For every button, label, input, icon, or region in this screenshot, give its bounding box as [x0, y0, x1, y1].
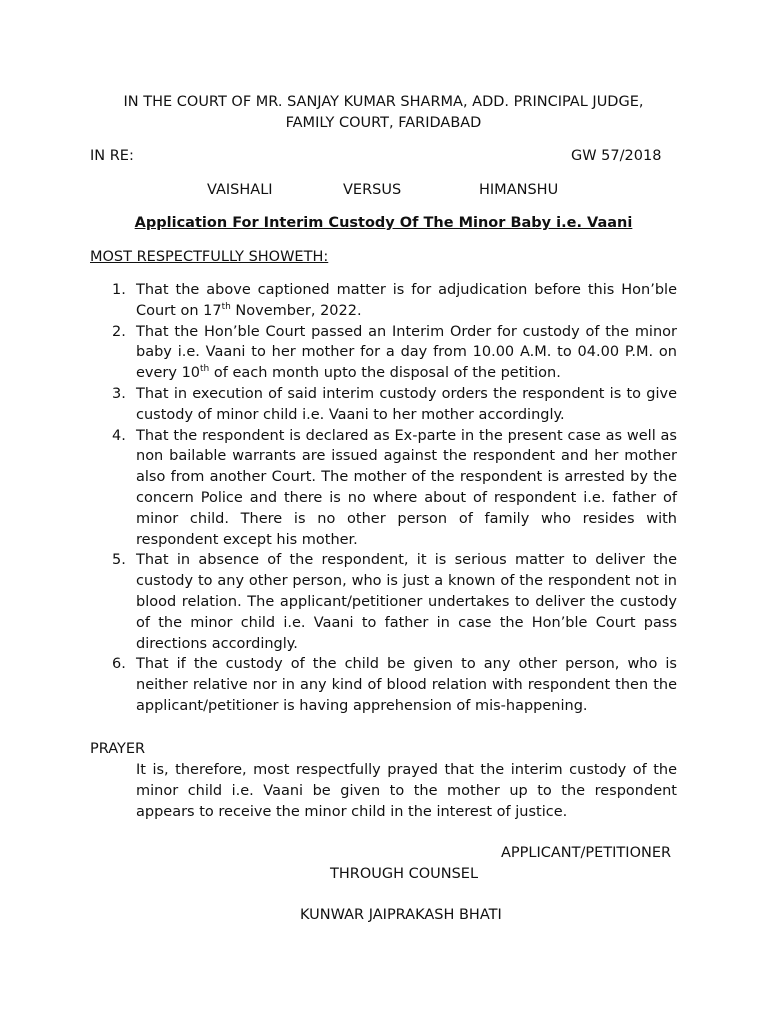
respondent-name: HIMANSHU: [479, 182, 559, 198]
paragraph-number: 5.: [112, 552, 126, 569]
ordinal-suffix: th: [221, 301, 231, 312]
case-number: GW 57/2018: [571, 148, 662, 164]
paragraph-text: That the respondent is declared as Ex-parte in the present case as well as non bailable warrants are issued against the respondent and her mother also from another Court. The mother of the respondent is arrested by the concern Police and there is no where about of respondent i.e. father of minor child. There is no other person of family who resides with respondent except his mother.: [136, 427, 677, 548]
paragraph-4: [112, 426, 677, 551]
court-heading-line-1: IN THE COURT OF MR. SANJAY KUMAR SHARMA, ADD. PRINCIPAL JUDGE,: [123, 94, 644, 110]
paragraph-number: 3.: [112, 385, 126, 402]
paragraph-text: That the above captioned matter is for adjudication before this Hon’ble Court on 17: [136, 282, 677, 319]
showeth-heading: MOST RESPECTFULLY SHOWETH:: [90, 249, 329, 265]
paragraph-text: That in execution of said interim custody orders the respondent is to give custody of minor child i.e. Vaani to her mother accordingly.: [136, 385, 677, 423]
paragraph-2: [112, 322, 677, 384]
paragraph-1: [112, 280, 677, 322]
paragraph-6: [112, 654, 677, 716]
paragraph-number: 1.: [112, 282, 126, 298]
paragraph-number: 4.: [112, 427, 126, 444]
paragraph-number: 2.: [112, 323, 126, 340]
application-title: Application For Interim Custody Of The Minor Baby i.e. Vaani: [134, 215, 633, 231]
paragraph-text: That in absence of the respondent, it is serious matter to deliver the custody to any other person, who is just a known of the respondent not in blood relation. The applicant/petitioner undertakes to deliver the custody of the minor child i.e. Vaani to father in case the Hon’ble Court pass directions accordingly.: [136, 552, 677, 652]
ordinal-suffix: th: [200, 364, 210, 375]
paragraph-text: That if the custody of the child be given to any other person, who is neither relative nor in any kind of blood relation with respondent then the applicant/petitioner is having apprehension of mis-happening.: [136, 656, 677, 714]
numbered-paragraphs: [90, 280, 677, 717]
in-re-label: IN RE:: [90, 148, 134, 164]
through-counsel: THROUGH COUNSEL: [330, 866, 479, 882]
counsel-name: KUNWAR JAIPRAKASH BHATI: [300, 907, 502, 923]
applicant-signature: APPLICANT/PETITIONER: [501, 845, 672, 861]
prayer-body: It is, therefore, most respectfully prayed that the interim custody of the minor child i.e. Vaani be given to the mother up to the respondent appears to receive the minor child in the interest of justice.: [136, 762, 677, 820]
versus-label: VERSUS: [343, 182, 402, 198]
paragraph-number: 6.: [112, 656, 126, 673]
paragraph-5: [112, 550, 677, 654]
paragraph-text: That the Hon’ble Court passed an Interim Order for custody of the minor baby i.e. Vaani to her mother for a day from 10.00 A.M. to 04.00 P.M. on every 10: [136, 323, 677, 382]
court-heading-line-2: FAMILY COURT, FARIDABAD: [285, 115, 482, 131]
paragraph-text-cont: November, 2022.: [230, 302, 362, 319]
petitioner-name: VAISHALI: [207, 182, 273, 198]
paragraph-3: [112, 384, 677, 426]
paragraph-text-cont: of each month upto the disposal of the petition.: [209, 365, 561, 382]
prayer-heading: PRAYER: [90, 741, 146, 757]
